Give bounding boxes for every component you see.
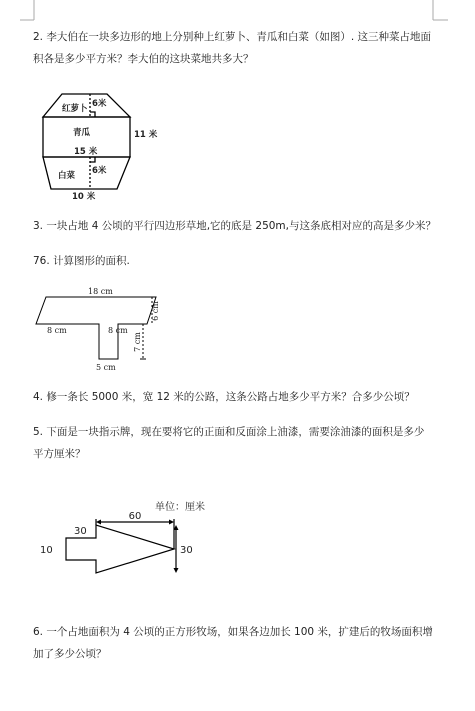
question-2 <box>33 26 443 70</box>
label-bottom-6m: 6米 <box>92 166 107 176</box>
question-5-line-2: 平方厘米？ <box>33 448 86 460</box>
arrow-sign-figure <box>30 495 210 585</box>
corner-mark-left <box>20 0 36 22</box>
question-3-text: 3. 一块占地 4 公顷的平行四边形草地,它的底是 250m,与这条底相对应的高是多少米？ <box>33 220 436 232</box>
label-unit: 单位：厘米 <box>155 502 205 513</box>
question-2-line-2: 积各是多少平方米？李大伯的这块菜地共多大？ <box>33 53 254 65</box>
question-6-line-2: 加了多少公顷？ <box>33 648 107 660</box>
label-bottom-10m: 10 米 <box>72 192 96 202</box>
label-left-10: 10 <box>40 545 53 556</box>
label-left-8cm: 8 cm <box>47 326 67 335</box>
question-2-line-1: 2. 李大伯在一块多边形的地上分别种上红萝卜、青瓜和白菜（如图）. 这三种菜占地面 <box>33 31 432 43</box>
label-mid-15m: 15 米 <box>74 147 98 157</box>
question-5 <box>33 421 443 465</box>
vegetable-plot-figure <box>30 85 170 205</box>
label-baicai: 白菜 <box>58 171 76 181</box>
label-qinggua: 青瓜 <box>73 128 91 138</box>
question-4-text: 4. 修一条长 5000 米，宽 12 米的公路，这条公路占地多少平方米？合多少公顷？ <box>33 391 415 403</box>
label-left-30: 30 <box>74 526 87 537</box>
question-76 <box>33 250 443 272</box>
label-right-30: 30 <box>180 545 193 556</box>
label-top-6m: 6米 <box>92 99 107 109</box>
corner-mark-right <box>432 0 448 22</box>
t-shape-figure <box>30 284 170 374</box>
label-right-7cm: 7 cm <box>133 332 142 352</box>
label-mid-8cm: 8 cm <box>108 326 128 335</box>
question-6-line-1: 6. 一个占地面积为 4 公顷的正方形牧场，如果各边加长 100 米，扩建后的牧场面积增 <box>33 626 433 638</box>
label-right-6cm: 6 cm <box>151 301 160 321</box>
question-5-line-1: 5. 下面是一块指示牌，现在要将它的正面和反面涂上油漆，需要涂油漆的面积是多少 <box>33 426 425 438</box>
label-bottom-5cm: 5 cm <box>96 363 116 372</box>
question-6 <box>33 621 443 665</box>
question-4 <box>33 386 443 408</box>
question-76-text: 76. 计算图形的面积. <box>33 255 130 267</box>
label-length-60: 60 <box>128 511 142 522</box>
label-hongluobo: 红萝卜 <box>62 104 88 114</box>
label-right-11m: 11 米 <box>134 130 158 140</box>
label-top-18cm: 18 cm <box>88 287 113 296</box>
question-3 <box>33 215 443 237</box>
